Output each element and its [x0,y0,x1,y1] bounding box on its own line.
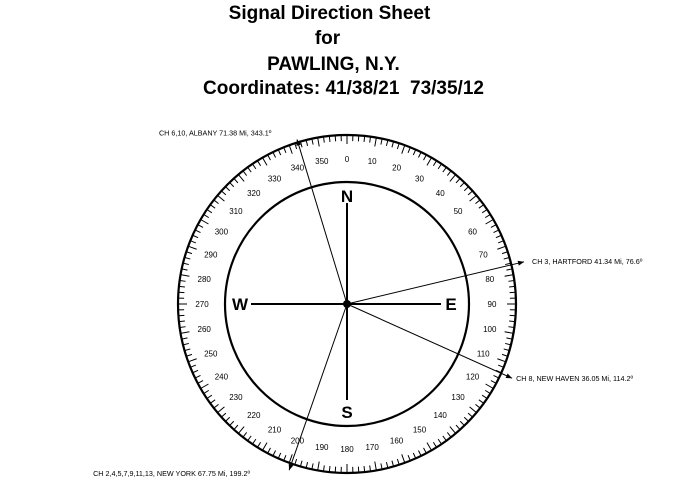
degree-label: 330 [267,174,282,184]
degree-label: 0 [344,155,350,164]
degree-tick [225,187,229,191]
degree-tick [509,286,515,287]
degree-tick [183,343,189,344]
cardinal-w: W [231,295,249,314]
for-label: for [314,28,341,49]
degree-label: 170 [365,442,379,452]
degree-tick [284,147,286,153]
degree-label: 220 [247,411,261,421]
degree-tick [450,175,456,182]
degree-tick [306,462,307,468]
cardinal-n: N [340,187,354,206]
degree-label: 250 [204,349,218,359]
degree-tick [318,138,320,147]
cardinal-e: E [445,295,457,314]
degree-tick [204,390,209,393]
degree-tick [505,275,514,277]
degree-label: 90 [487,300,497,309]
degree-tick [230,421,234,425]
degree-tick [456,178,460,182]
coordinates-label: Coordinates: [203,78,321,99]
degree-tick [221,191,225,195]
degree-tick [418,451,421,456]
degree-tick [225,417,229,421]
degree-tick [443,167,447,172]
degree-label: 10 [367,157,377,167]
degree-tick [485,214,490,217]
degree-tick [195,230,200,233]
degree-label: 160 [389,436,404,446]
degree-tick [498,241,504,243]
degree-tick [181,332,190,334]
degree-label: 320 [247,188,261,198]
degree-tick [464,417,468,421]
degree-tick [193,235,198,237]
degree-tick [238,175,244,182]
degree-tick [252,439,255,444]
degree-tick [248,167,252,172]
degree-tick [210,205,215,209]
degree-tick [470,407,477,413]
degree-tick [214,404,219,408]
degree-tick [494,375,499,378]
degree-tick [482,209,487,212]
degree-tick [447,171,451,176]
degree-tick [427,158,432,166]
degree-label: 260 [197,325,211,335]
degree-tick [450,427,456,434]
degree-tick [475,404,480,408]
degree-tick [318,462,320,471]
degree-tick [268,155,271,160]
degree-tick [497,359,505,362]
degree-label: 50 [453,206,463,216]
degree-tick [497,246,505,249]
degree-tick [470,195,477,201]
degree-tick [468,413,472,417]
degree-tick [289,145,292,153]
degree-tick [329,466,330,472]
degree-tick [278,453,280,458]
degree-tick [278,150,280,155]
degree-tick [179,321,185,322]
degree-label: 130 [451,393,465,403]
degree-label: 100 [483,325,497,335]
degree-label: 240 [214,372,229,382]
degree-label: 290 [204,250,218,260]
degree-tick [230,182,234,186]
degree-tick [485,390,490,393]
degree-tick [263,158,268,166]
degree-tick [433,161,436,166]
degree-tick [179,286,185,287]
degree-tick [201,220,209,225]
signal-label: CH 2,4,5,7,9,11,13, NEW YORK 67.75 Mi, 199.2º [93,469,251,479]
degree-tick [306,140,307,146]
degree-tick [408,455,410,461]
degree-label: 70 [478,250,488,260]
degree-tick [386,140,387,146]
signal-line [347,262,524,304]
degree-label: 200 [290,436,305,446]
latitude-value: 41/38/21 [325,78,400,99]
degree-tick [284,455,286,461]
degree-tick [402,145,405,153]
signal-line [347,304,512,378]
degree-tick [460,182,464,186]
signal-label: CH 8, NEW HAVEN 36.05 Mi, 114.2º [516,374,634,384]
degree-tick [364,466,365,472]
degree-tick [273,152,276,157]
degree-tick [252,164,255,169]
degree-tick [505,263,511,264]
degree-label: 270 [195,300,209,309]
degree-tick [268,448,271,453]
degree-label: 230 [229,393,243,403]
degree-tick [475,200,480,204]
degree-tick [190,365,196,367]
degree-label: 310 [229,206,243,216]
degree-label: 60 [468,227,478,237]
degree-tick [234,178,238,182]
degree-tick [193,370,198,372]
degree-tick [413,150,415,155]
degree-tick [479,400,484,404]
degree-tick [257,161,260,166]
degree-label: 180 [340,445,354,454]
signal-label: CH 6,10, ALBANY 71.38 Mi, 343.1º [158,128,272,138]
compass-cross [251,203,441,400]
degree-label: 30 [415,174,424,184]
degree-label: 210 [267,425,282,435]
degree-tick [402,454,405,462]
degree-label: 150 [412,425,427,435]
degree-label: 20 [392,163,402,173]
degree-tick [408,147,410,153]
degree-label: 340 [290,163,305,173]
degree-label: 350 [315,157,329,167]
degree-label: 280 [197,274,211,284]
degree-tick [491,225,496,228]
degree-label: 140 [433,411,447,421]
degree-tick [447,432,451,437]
degree-tick [243,432,247,437]
degree-label: 300 [214,227,229,237]
degree-tick [427,443,432,451]
degree-tick [424,448,427,453]
degree-tick [183,263,189,264]
center-dot [343,300,351,308]
degree-tick [243,171,247,176]
degree-tick [479,205,484,209]
degree-tick [496,235,501,237]
degree-tick [238,427,244,434]
degree-tick [433,442,436,447]
degree-tick [214,200,219,204]
degree-tick [456,425,460,429]
degree-tick [505,332,514,334]
degree-tick [482,395,487,398]
degree-tick [263,443,268,451]
degree-tick [418,152,421,157]
degree-tick [257,442,260,447]
degree-tick [204,214,209,217]
degree-tick [190,241,196,243]
degree-tick [364,136,365,142]
degree-tick [468,191,472,195]
degree-tick [195,375,200,378]
degree-tick [201,384,209,389]
degree-tick [188,359,196,362]
cardinal-s: S [341,403,353,422]
degree-tick [486,384,494,389]
signal-label: CH 3, HARTFORD 41.34 Mi, 76.6º [532,256,643,266]
longitude-value: 73/35/12 [410,78,484,99]
degree-tick [375,462,377,471]
degree-tick [181,275,190,277]
signal-arrowhead [518,261,524,266]
degree-tick [221,413,225,417]
degree-tick [234,425,238,429]
degree-tick [464,187,468,191]
degree-tick [386,462,387,468]
degree-tick [273,451,276,456]
degree-tick [460,421,464,425]
degree-tick [198,225,203,228]
sheet-title: Signal Direction Sheet [228,3,431,24]
degree-tick [188,246,196,249]
degree-tick [494,230,499,233]
degree-label: 80 [485,274,495,284]
degree-tick [498,365,504,367]
degree-tick [248,436,252,441]
degree-tick [329,136,330,142]
degree-tick [438,439,441,444]
degree-tick [218,195,225,201]
degree-tick [198,381,203,384]
degree-tick [210,400,215,404]
degree-tick [438,164,441,169]
degree-tick [207,209,212,212]
degree-label: 40 [435,188,445,198]
degree-tick [207,395,212,398]
degree-tick [375,138,377,147]
degree-tick [509,321,515,322]
degree-tick [424,155,427,160]
degree-label: 110 [476,349,490,359]
degree-tick [218,407,225,413]
location-name: PAWLING, N.Y. [267,54,400,75]
degree-tick [486,220,494,225]
degree-label: 120 [465,372,480,382]
degree-tick [491,381,496,384]
degree-tick [505,343,511,344]
degree-tick [413,453,415,458]
degree-label: 190 [315,442,329,452]
degree-tick [443,436,447,441]
